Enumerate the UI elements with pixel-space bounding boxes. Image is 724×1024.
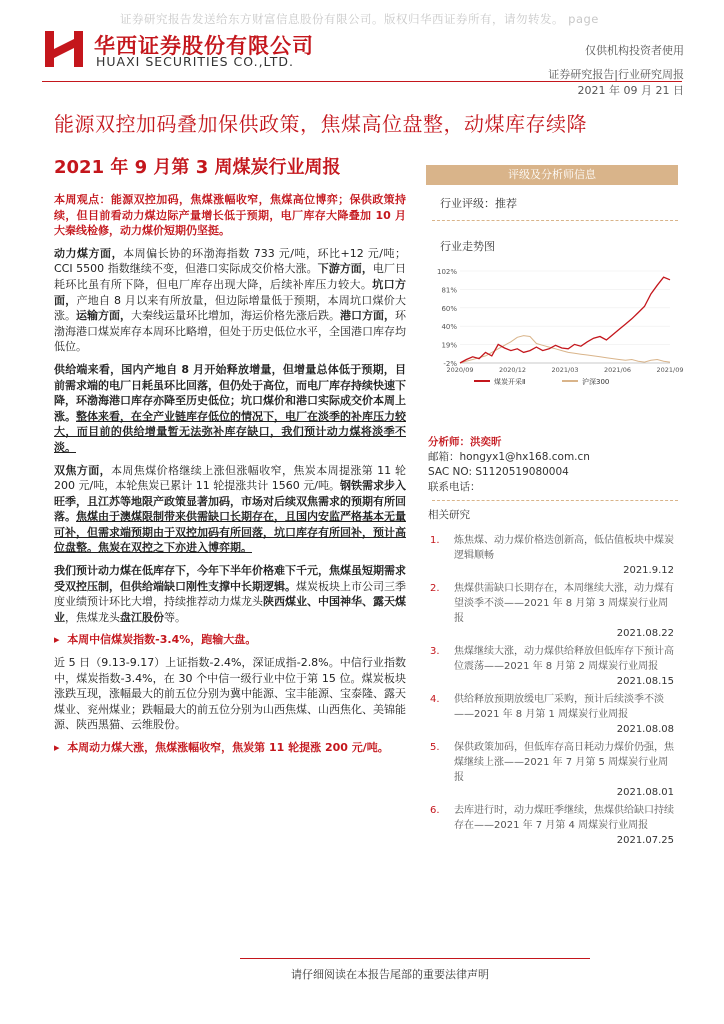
analyst-label: 分析师：	[428, 436, 470, 448]
audience-note: 仅供机构投资者使用	[585, 44, 684, 57]
related-item-title[interactable]: 去库进行时，动力煤旺季继续，焦煤供给缺口持续存在——2021 年 7 月第 4 周煤炭行业周报	[454, 805, 674, 831]
supply-paragraph	[54, 362, 406, 456]
related-item-number: 4.	[430, 694, 440, 705]
related-item-number: 1.	[430, 535, 440, 546]
related-research-item[interactable]	[426, 533, 678, 578]
analyst-name: 洪奕昕	[470, 436, 502, 448]
footer-divider	[240, 958, 590, 959]
related-item-number: 5.	[430, 742, 440, 753]
analyst-sac: SAC NO: S1120519080004	[428, 466, 569, 478]
recommendation-paragraph	[54, 563, 406, 625]
downstream-text: 电厂日耗环比虽有所下降，但电厂库存出现大降，后续补库压力较大。	[54, 262, 407, 291]
pithead-text: 产地自 8 月以来有所放量，但边际增量低于预期，本周坑口煤价大涨。	[54, 293, 407, 323]
coking-text: 本周焦煤价格继续上涨但涨幅收窄，焦炭本周提涨第 11 轮 200 元/吨，本轮焦炭已累计 11 轮提涨共计 1560 元/吨。	[54, 463, 406, 493]
related-research-item[interactable]	[426, 644, 678, 689]
rating-label: 行业评级：	[440, 197, 495, 210]
coking-pick: 盘江股份	[120, 610, 164, 624]
industry-rating	[440, 195, 517, 211]
related-research-item[interactable]	[426, 740, 678, 800]
market-paragraph: 近 5 日（9.13-9.17）上证指数-2.4%，深证成指-2.8%。中信行业指数中，煤炭指数-3.4%，在 30 个中信一级行业中位于第 15 位。煤炭板块涨跌互现，涨幅最大的前五位分别为冀中能源、宝丰能源、宝泰隆、露天煤业、兖州煤业；跌幅最大的前五位分别为山西焦煤、山西焦化、美锦能源、陕西黑猫、云维股份。	[54, 656, 406, 732]
chart-x-tick-label: 2020/12	[498, 366, 527, 374]
report-title: 能源双控加码叠加保供政策，焦煤高位盘整，动煤库存续降	[54, 112, 587, 136]
analyst-info	[428, 435, 590, 495]
related-item-date: 2021.08.22	[616, 628, 674, 639]
related-item-title[interactable]: 供给释放预期放缓电厂采购，预计后续淡季不淡——2021 年 8 月第 1 周煤炭行业周报	[454, 694, 664, 720]
port-label: 港口方面，	[340, 309, 395, 323]
steel-demand-text: 钢铁需求步入旺季，且江苏等地限产政策显著加码，市场对后续双焦需求的预期有所回落。	[54, 479, 407, 524]
sidebar-divider-2	[432, 500, 678, 501]
thermal-picks: 陕西煤业、中国神华、露天煤业	[54, 595, 406, 624]
company-name-cn: 华西证券股份有限公司	[94, 34, 314, 58]
related-research-list	[426, 533, 678, 851]
bullet-index-performance: ▸ 本周中信煤炭指数-3.4%，跑输大盘。	[54, 633, 257, 647]
related-item-date: 2021.07.25	[616, 835, 674, 846]
company-logo	[44, 29, 84, 69]
thermal-label: 动力煤方面，	[54, 246, 124, 260]
recommend-text: 煤炭板块上市公司三季度业绩预计环比大增，持续推荐动力煤龙头	[54, 579, 406, 609]
pithead-label: 坑口方面，	[54, 277, 406, 307]
bullet-price-summary: ▸ 本周动力煤大涨，焦煤涨幅收窄，焦炭第 11 轮提涨 200 元/吨。	[54, 741, 389, 754]
trend-label: 行业走势图	[440, 240, 495, 253]
related-item-date: 2021.08.15	[616, 676, 674, 687]
forecast-text: 我们预计动力煤在低库存下，今年下半年价格难下千元，焦煤虽短期需求受双控压制，但供给端缺口刚性支撑中长期逻辑。	[54, 564, 406, 593]
related-item-title[interactable]: 焦煤供需缺口长期存在，本周继续大涨，动力煤有望淡季不淡——2021 年 8 月第 3 周煤炭行业周报	[454, 583, 674, 624]
related-research-item[interactable]	[426, 692, 678, 737]
related-item-date: 2021.08.01	[616, 787, 674, 798]
related-item-number: 2.	[430, 583, 440, 594]
related-item-title[interactable]: 保供政策加码，但低库存高日耗动力煤价仍强，焦煤继续上涨——2021 年 7 月第 5 周煤炭行业周报	[454, 742, 674, 783]
industry-trend-chart	[430, 263, 684, 391]
chart-y-tick-label: 81%	[441, 286, 457, 295]
analyst-email[interactable]: 邮箱：hongyx1@hx168.com.cn	[428, 451, 590, 463]
coking-paragraph	[54, 463, 406, 557]
report-subtitle: 2021 年 9 月第 3 周煤炭行业周报	[54, 157, 341, 178]
chart-y-tick-label: 40%	[441, 323, 457, 332]
report-date: 2021 年 09 月 21 日	[577, 84, 684, 97]
coking-conclusion: 焦煤由于澳煤限制带来供需缺口长期存在，且国内安监严格基本无量可补，但需求端预期由于双控加码有所回落，坑口库存有所回补，预计高位盘整。焦炭在双控之下亦进入博弈期。	[54, 510, 406, 555]
related-item-date: 2021.9.12	[623, 565, 674, 576]
related-item-title[interactable]: 炼焦煤、动力煤价格迭创新高，低估值板块中煤炭逻辑顺畅	[454, 535, 674, 561]
thermal-text: 本周偏长协的环渤海指数 733 元/吨，环比+12 元/吨；CCI 5500 指数继续不变，但港口实际成交价格大涨。	[54, 246, 406, 276]
rating-value: 推荐	[495, 197, 517, 210]
chart-y-tick-label: 19%	[441, 341, 457, 350]
related-research-item[interactable]	[426, 581, 678, 641]
related-item-title[interactable]: 焦煤继续大涨，动力煤供给释放但低库存下预计高位震荡——2021 年 8 月第 2 周煤炭行业周报	[454, 646, 674, 672]
chart-y-tick-label: 102%	[436, 268, 457, 276]
bullet-index-text: 本周中信煤炭指数-3.4%，跑输大盘。	[67, 633, 257, 647]
related-item-number: 6.	[430, 805, 440, 816]
downstream-label: 下游方面，	[317, 262, 373, 276]
watermark: 证券研究报告发送给东方财富信息股份有限公司。版权归华西证券所有，请勿转发。 page	[120, 12, 599, 26]
related-item-date: 2021.08.08	[616, 724, 674, 735]
main-body	[54, 192, 406, 763]
chart-series-line	[460, 336, 670, 363]
sidebar-divider	[432, 220, 678, 221]
sidebar-header: 评级及分析师信息	[426, 165, 678, 185]
chart-y-tick-label: 60%	[441, 304, 457, 313]
legal-footer: 请仔细阅读在本报告尾部的重要法律声明	[291, 968, 489, 981]
chart-series-line	[460, 277, 670, 363]
chart-legend-label: 煤炭开采Ⅱ	[494, 378, 526, 386]
chart-y-tick-label: -2%	[443, 360, 457, 368]
sidebar	[426, 165, 684, 945]
thermal-coal-paragraph	[54, 246, 406, 355]
key-view: 本周观点：能源双控加码，焦煤涨幅收窄，焦煤高位博弈；保供政策持续，但目前看动力煤边际产量增长低于预期，电厂库存大降叠加 10 月大秦线检修，动力煤价短期仍坚挺。	[54, 193, 406, 238]
chart-x-tick-label: 2020/09	[446, 366, 474, 374]
company-name-en: HUAXI SECURITIES CO.,LTD.	[96, 54, 295, 69]
related-research-item[interactable]	[426, 803, 678, 848]
chart-x-tick-label: 2021/06	[603, 366, 632, 374]
report-type: 证券研究报告|行业研究周报	[548, 68, 684, 81]
related-research-title: 相关研究	[428, 509, 470, 521]
port-text: 环渤海港口煤炭库存本周环比略增，但处于历史低位水平，全国港口库存均低位。	[54, 309, 406, 354]
related-item-number: 3.	[430, 646, 440, 657]
supply-text: 供给端来看，国内产地自 8 月开始释放增量，但增量总体低于预期，目前需求端的电厂日耗虽环比回落，但仍处于高位，而电厂库存持续快速下降，环渤海港口库存亦降至历史低位；坑口煤价和港口实际成交价本周上涨。	[54, 362, 406, 423]
supply-conclusion: 整体来看，在全产业链库存低位的情况下，电厂在淡季的补库压力较大，而目前的供给增量暂无法弥补库存缺口，我们预计动力煤将淡季不淡。	[54, 409, 406, 454]
bullet-price-text: 本周动力煤大涨，焦煤涨幅收窄，焦炭第 11 轮提涨 200 元/吨。	[67, 741, 389, 754]
recommend-connector: ，焦煤龙头	[65, 610, 120, 624]
analyst-phone: 联系电话：	[428, 481, 481, 493]
chart-x-tick-label: 2021/03	[551, 366, 579, 374]
recommend-end: 等。	[164, 610, 186, 624]
transport-text: 大秦线运量环比增加，海运价格先涨后跌。	[131, 309, 340, 323]
coking-label: 双焦方面，	[54, 463, 111, 477]
chart-x-tick-label: 2021/09	[656, 366, 684, 374]
transport-label: 运输方面，	[76, 309, 131, 323]
chart-legend-label: 沪深300	[582, 378, 610, 386]
